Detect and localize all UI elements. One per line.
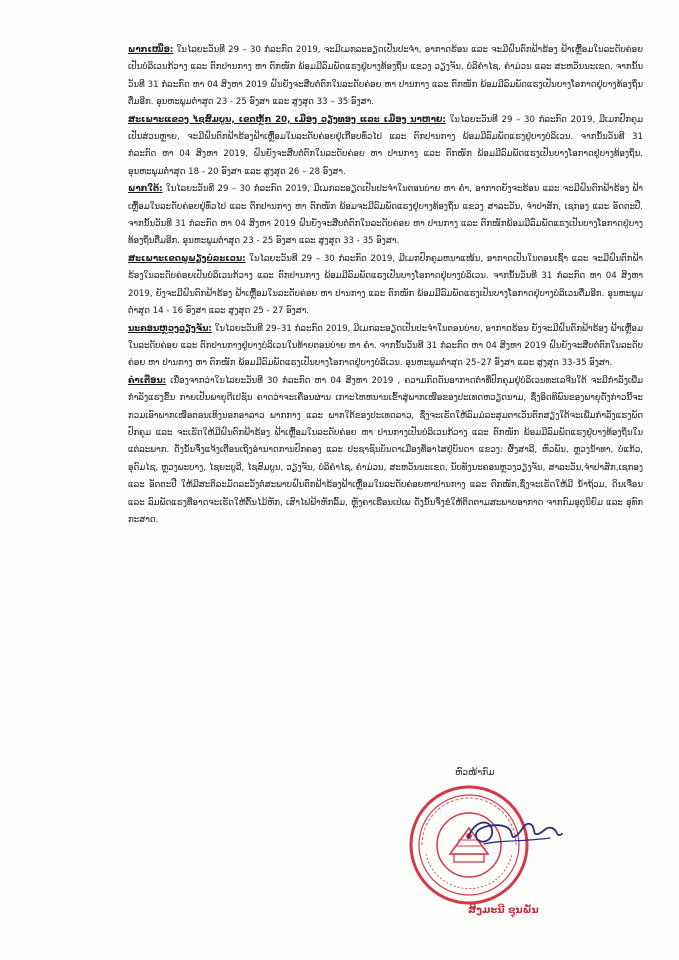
warning-heading: ຄຳເຕືອນ: <box>128 375 167 386</box>
region-north-heading: ພາກເໜືອ: <box>128 45 174 55</box>
region-north <box>128 42 643 112</box>
ministry-title: ຫົວໜ້າກົມ <box>455 768 495 778</box>
region-bolaven <box>128 251 643 321</box>
handwritten-signature-icon <box>460 800 570 860</box>
region-south-heading: ພາກໃຕ້: <box>128 184 163 195</box>
region-xaisomboun-heading: ສະເພາະແຂວງ ໄຊສົມບູນ, ເຂດຫຼັກ 20, ເມືອງ ວຽງທອງ ແລະ ເມືອງ ນາຫາຍ: <box>128 114 446 125</box>
forecast-body <box>128 42 643 529</box>
warning-text: ເນື່ອງຈາກວ່າໃນໄລຍະວັນທີ 30 ກໍລະກົດ ຫາ 04 ສິງຫາ 2019 , ຄວາມກົດດັນອາກາດຕ່ຳທີ່ປົກຄຸມຢູ່ບໍລິເວນທະເລຈີນໃຕ້ ຈະມີກຳລັງເພີ່ມກຳລັງແຮງຂຶ້ນ ກາຍເປັນພາຍຸດີເປຊັນ ຄາດວ່າຈະເຄື່ອນຜ່ານ ເກາະໄຫຫນານເຂົ້າສູ່ພາກເໜືອຂອງປະເທດຫວຽດນາມ, ຊຶ່ງອິດທິພົນຂອງພາຍຸດັ່ງກ່າວນີ້ຈະກວມເອົາພາກເໜືອຕອນເທິງນອກອາລາວ ພາກກາງ ແລະ ພາກໃຕ້ຂອງປະເທດລາວ, ຊຶ່ງຈະເຮັດໃຫ້ລົມມໍລະສຸມຕາເວັນຕົກສຽງໃຕ້ຈະເພີ່ມກຳລັງແຮງພັດປົກຄຸມ ແລະ ຈະເຮັດໃຫ້ມີຝົນຕົກຟ້າຮ້ອງ ຟ້າເຫຼື້ອມໃນລະດັບຄ່ອຍ ຫາ ປານກາງເປັນບໍລິເວນກ້ວາງ ແລະ ຕົກໜັກ ພ້ອມມີລົມພັດແຮງຢູ່ບາງທ້ອງຖິ່ນໃນແຕ່ລະພາກ. ດັ່ງນັ້ນຈຶ່ງແຈ້ງເຕືອນເຖິງອຳນາດການປົກຄອງ ແລະ ປະຊາຊົນບັນດາເມືອງທີ່ອາໄສຢູ່ບັນດາ ແຂວງ: ຜົ້ງສາລີ, ຫົວພັນ, ຫຼວງນ້ຳທາ, ບໍ່ແກ້ວ, ອຸດົມໄຊ, ຫຼວງພະບາງ, ໄຊຍະບູລີ, ໄຊສົມບູນ, ວຽງຈັນ, ບໍລິຄຳໄຊ, ຄຳມ່ວນ, ສະຫວັນນະເຂດ, ນັບທັງນະຄອນຫຼວງວຽງຈັນ, ສາລະວັນ,ຈຳປາສັກ,ເຊກອງ ແລະ ອັດຕະປື ໃຫ້ມີສະຕິລະມັດລະວັງຕໍ່ສະພາບຝົນຕົກຟ້າຮ້ອງຟ້າເຫຼື້ອມໃນລະດັບຄ່ອຍຫາປານກາງ ແລະ ຕົກໜັກ,ຊຶ່ງຈະເຮັດໃຫ້ມີ ນ້ຳຖ້ວມ, ດິນເຈື່ອນ ແລະ ລົມພັດແຮງທີ່ອາດຈະເຮັດໃຫ້ຕົ້ນໄມ້ຫັກ, ເສົາໄຟຟ້າຫັກລົ້ມ, ຫຼັງຄາເຮືອນເປ່ເພ ດັ່ງນັ້ນຈຶ່ງຂໍໃຫ້ຕິດຕາມສະພາບອາກາດ ຈາກກົມອຸຕຸນິຍົມ ແລະ ອຸທົກກະສາດ. <box>128 375 643 525</box>
warning-paragraph <box>128 373 643 530</box>
region-vientiane-heading: ນະຄອນຫຼວງວຽງຈັນ: <box>128 323 212 334</box>
signer-name: ສິງມະນີ ຊຸນພັນ <box>468 905 539 916</box>
region-south <box>128 181 643 251</box>
region-north-text: ໃນໄລຍະວັນທີ 29 – 30 ກໍລະກົດ 2019, ຈະມີເມກລະອຽດເປັນປະຈຳ, ອາກາດຮ້ອນ ແລະ ຈະມີຝົນຕົກຟ້າຮ້ອງ ຟ້າເຫຼື້ອມໃນລະດັບຄ່ອຍເປັນບໍລິເວນກ້ວາງ ແລະ ຕົກປານກາງ ຫາ ຕົກໜັກ ພ້ອມມີລົມພັດແຮງຢູ່ບາງທ້ອງຖິ່ນ ແຂວງ ວຽງຈັນ, ບໍລິຄຳໄຊ, ຄຳມ່ວນ ແລະ ສະຫວັນນະເຂດ. ຈາກນັ້ນວັນທີ 31 ກໍລະກົດ ຫາ 04 ສິງຫາ 2019 ຝົນຍັງຈະສືບຕໍ່ຕົກໃນລະດັບຄ່ອຍ ຫາ ປານກາງ ແລະ ຕົກໜັກ ພ້ອມມີລົມພັດແຮງເປັນບາງໂອກາດຢູ່ບາງທ້ອງຖິ່ນຕື່ມອີກ. ອຸນຫະພູມຕ່ຳສຸດ 23 - 25 ອົງສາ ແລະ ສູງສຸດ 33 – 35 ອົງສາ. <box>128 45 643 108</box>
region-xaisomboun <box>128 112 643 182</box>
region-vientiane-capital <box>128 321 643 373</box>
region-xaisomboun-text: ໃນໄລຍະວັນທີ 29 – 30 ກໍລະກົດ 2019, ມີເມກປົກຄຸມເປັນສ່ວນຫຼາຍ, ຈະມີຝົນຕົກຟ້າຮ້ອງຟ້າເຫຼື້ອມໃນລະດັບຄ່ອຍຢູ່ເກືອບທົ່ວໄປ ແລະ ຕົກປານກາງ ພ້ອມມີລົມພັດແຮງຢູ່ບາງບໍລິເວນ. ຈາກນັ້ນວັນທີ 31 ກໍລະກົດ ຫາ 04 ສິງຫາ 2019, ຝົນຍັງຈະສືບຕໍ່ຕົກໃນລະດັບຄ່ອຍ ຫາ ປານກາງ ແລະ ຕົກໜັກ ພ້ອມມີລົມພັດແຮງເປັນບາງໂອກາດຢູ່ບາງທ້ອງຖິ່ນ. ອຸນຫະພູມຕ່ຳສຸດ 18 - 20 ອົງສາ ແລະ ສູງສຸດ 26 – 28 ອົງສາ. <box>128 114 643 177</box>
region-bolaven-heading: ສະເພາະເຂດພູພຽງບໍລະເວນ: <box>128 253 246 264</box>
region-vientiane-text: ໃນໄລຍະວັນທີ 29–31 ກໍລະກົດ 2019, ມີເມກລະອຽດເປັນປະຈຳໃນຕອນບ່າຍ, ອາກາດຮ້ອນ ຍັງຈະມີຝົນຕົກຟ້າຮ້ອງ ຟ້າເຫຼື້ອມໃນລະດັບຄ່ອຍ ແລະ ຕົກປານກາງຢູ່ບາງບໍລິເວນໃນທ້າຍຕອນບ່າຍ ຫາ ຄ່ຳ. ຈາກນັ້ນວັນທີ 31 ກໍລະກົດ ຫາ 04 ສິງຫາ 2019 ຝົນຍັງຈະສືບຕໍ່ຕົກໃນລະດັບຄ່ອຍ ຫາ ປານກາງ ຫາ ຕົກໜັກ ພ້ອມມີລົມພັດແຮງເປັນບາງໂອກາດຢູ່ບາງບໍລິເວນ. ອຸນຫະພູມຕ່ຳສຸດ 25–27 ອົງສາ ແລະ ສູງສຸດ 33-35 ອົງສາ. <box>128 323 643 369</box>
region-bolaven-text: ໃນໄລຍະວັນທີ 29 – 30 ກໍລະກົດ 2019, ມີເມກປົກຄຸມຫນາແໜ້ນ, ອາກາດເປັນໃນຕອນເຊົ້າ ແລະ ຈະມີຝົນຕົກຟ້າຮ້ອງໃນລະດັບຄ່ອຍເປັນບໍລິເວນກ້ວາງ ແລະ ຕົກປານກາງ ພ້ອມມີລົມພັດແຮງເປັນບາງໂອກາດຢູ່ບາງບໍລິເວນ. ຈາກນັ້ນວັນທີ 31 ກໍລະກົດ ຫາ 04 ສິງຫາ 2019, ຍັງຈະມີຝົນຕົກຟ້າຮ້ອງ ຟ້າເຫຼື້ອມໃນລະດັບຄ່ອຍ ຫາ ປານກາງ ແລະ ຕົກໜັກ ພ້ອມມີລົມພັດແຮງເປັນບາງໂອກາດຢູ່ບາງບໍລິເວນຕື່ມອີກ. ອຸນຫະພູມຕ່ຳສຸດ 14 - 16 ອົງສາ ແລະ ສູງສຸດ 25 - 27 ອົງສາ. <box>128 253 643 317</box>
region-south-text: ໃນໄລຍະວັນທີ 29 – 30 ກໍລະກົດ 2019, ມີເມກລະອຽດເປັນປະຈຳໃນຕອນບ່າຍ ຫາ ຄ່ຳ, ອາກາດຍັງຈະຮ້ອນ ແລະ ຈະມີຝົນຕົກຟ້າຮ້ອງ ຟ້າເຫຼື້ອມໃນລະດັບຄ່ອຍຢູ່ທົ່ວໄປ ແລະ ຕົກປານກາງ ຫາ ຕົກໜັກ ພ້ອມຈະມີລົມພັດແຮງຢູ່ບາງທ້ອງຖິ່ນ ແຂວງ ສາລະວັນ, ຈຳປາສັກ, ເຊກອງ ແລະ ອັດຕະປື. ຈາກນັ້ນວັນທີ 31 ກໍລະກົດ ຫາ 04 ສິງຫາ 2019 ຝົນຍັງຈະສືບຕໍ່ຕົກໃນລະດັບຄ່ອຍ ຫາ ປານກາງ ແລະ ຕົກໜັກພ້ອມມີລົມພັດແຮງເປັນບາງໂອກາດຢູ່ບາງທ້ອງຖິ່ນຕື່ມອີກ. ອຸນຫະພູມຕ່ຳສຸດ 23 - 25 ອົງສາ ແລະ ສູງສຸດ 33 - 35 ອົງສາ. <box>128 184 643 247</box>
